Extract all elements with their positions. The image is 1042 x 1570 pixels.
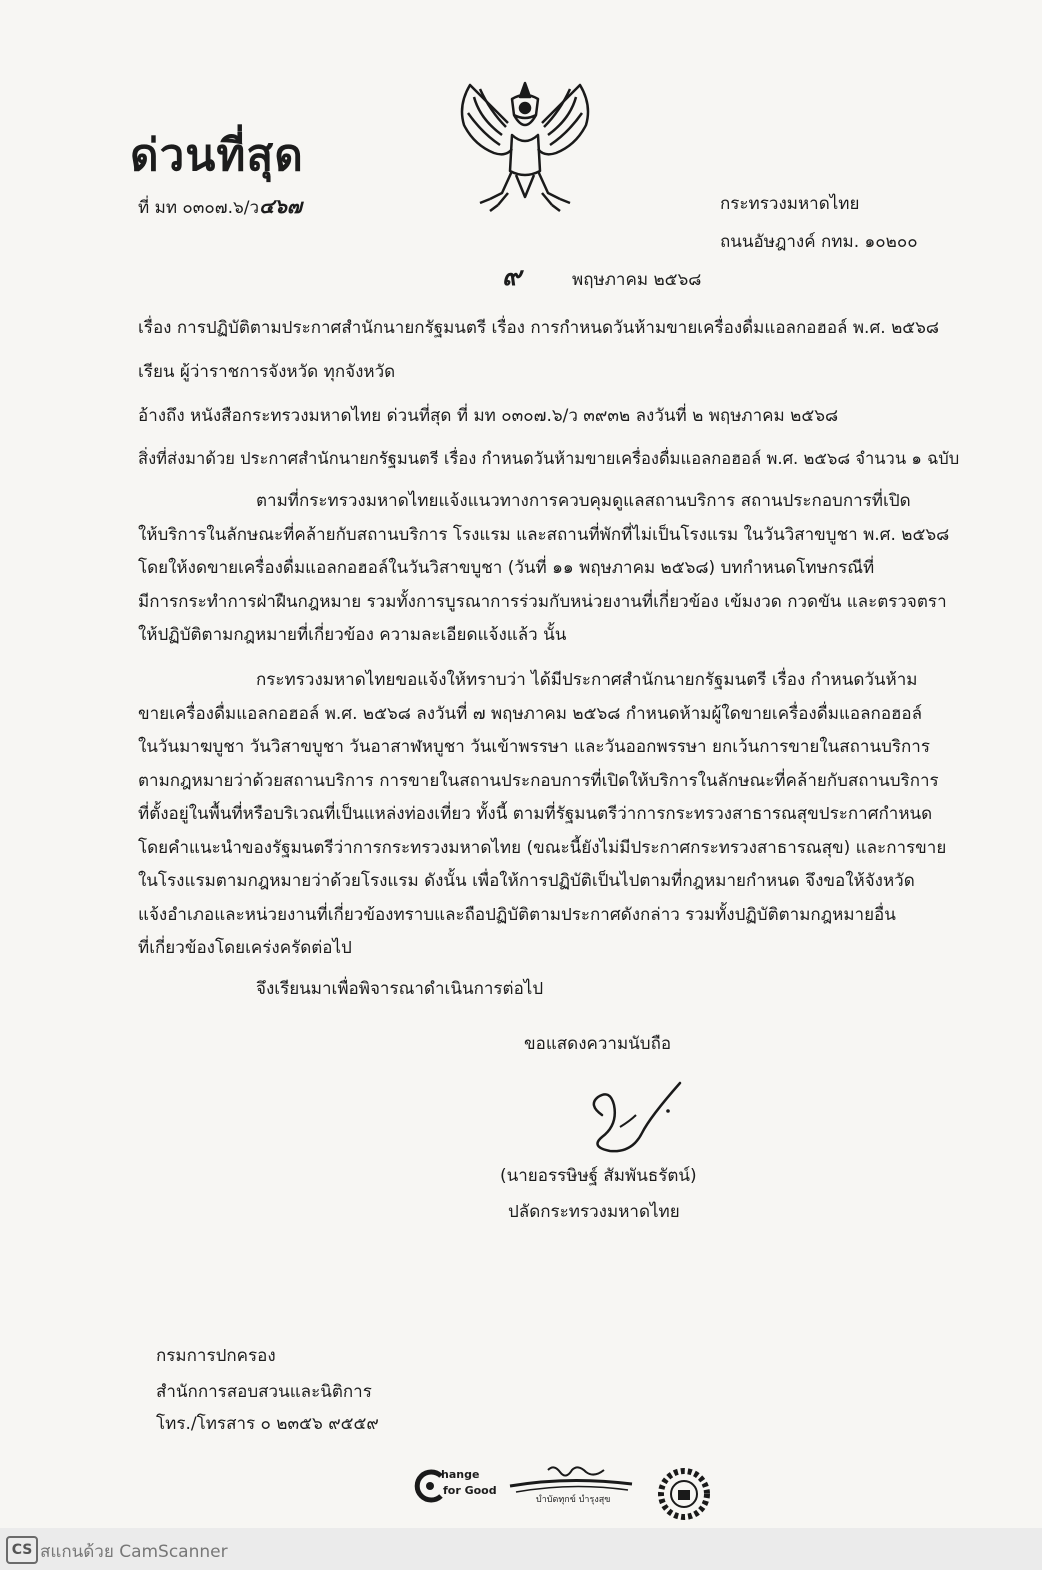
camscanner-badge: CS xyxy=(6,1536,38,1564)
paragraph-line: ตามที่กระทรวงมหาดไทยแจ้งแนวทางการควบคุมดูแลสถานบริการ สถานประกอบการที่เปิด xyxy=(256,491,911,511)
handwritten-signature xyxy=(580,1075,690,1169)
paragraph-line: ที่เกี่ยวข้องโดยเคร่งครัดต่อไป xyxy=(138,938,352,958)
reference-prefix: ที่ มท ๐๓๐๗.๖/ว xyxy=(138,198,260,218)
enclosure-line: สิ่งที่ส่งมาด้วย ประกาศสำนักนายกรัฐมนตรี เรื่อง กำหนดวันห้ามขายเครื่องดื่มแอลกอฮอล์ พ.ศ. ๒๕๖๘ จำนวน ๑ ฉบับ xyxy=(138,449,960,468)
camscanner-text: สแกนด้วย CamScanner xyxy=(40,1542,228,1562)
paragraph-line: มีการกระทำการฝ่าฝืนกฎหมาย รวมทั้งการบูรณาการร่วมกับหน่วยงานที่เกี่ยวข้อง เข้มงวด กวดขัน และตรวจตรา xyxy=(138,591,947,612)
office-name: สำนักการสอบสวนและนิติการ xyxy=(156,1382,372,1402)
contact-phone: โทร./โทรสาร ๐ ๒๓๕๖ ๙๕๕๙ xyxy=(156,1414,379,1434)
reference-handwritten-number: ๔๖๗ xyxy=(259,194,302,218)
change-logo-line1: hange xyxy=(441,1468,480,1481)
urgency-stamp: ด่วนที่สุด xyxy=(130,130,304,181)
recipient-line: เรียน ผู้ว่าราชการจังหวัด ทุกจังหวัด xyxy=(138,362,396,382)
signatory-title: ปลัดกระทรวงมหาดไทย xyxy=(508,1202,680,1222)
salutation: ขอแสดงความนับถือ xyxy=(524,1034,672,1054)
paragraph-line: ในโรงแรมตามกฎหมายว่าด้วยโรงแรม ดังนั้น เพื่อให้การปฏิบัติเป็นไปตามที่กฎหมายกำหนด จึงขอให้จังหวัด xyxy=(138,871,915,891)
body-paragraph-2 xyxy=(138,664,947,966)
mahadthai-motto-logo xyxy=(508,1462,638,1512)
paragraph-line: ตามกฎหมายว่าด้วยสถานบริการ การขายในสถานประกอบการที่เปิดให้บริการในลักษณะที่คล้ายกับสถานบริการ xyxy=(138,770,939,791)
paragraph-line: โดยคำแนะนำของรัฐมนตรีว่าการกระทรวงมหาดไทย (ขณะนี้ยังไม่มีประกาศกระทรวงสาธารณสุข) และการขาย xyxy=(138,837,947,858)
paragraph-line: ให้บริการในลักษณะที่คล้ายกับสถานบริการ โรงแรม และสถานที่พักที่ไม่เป็นโรงแรม ในวันวิสาขบูชา พ.ศ. ๒๕๖๘ xyxy=(138,524,950,545)
paragraph-line: ขายเครื่องดื่มแอลกอฮอล์ พ.ศ. ๒๕๖๘ ลงวันที่ ๗ พฤษภาคม ๒๕๖๘ กำหนดห้ามผู้ใดขายเครื่องดื่มแอลกอฮอล์ xyxy=(138,703,923,724)
closing-paragraph: จึงเรียนมาเพื่อพิจารณาดำเนินการต่อไป xyxy=(256,979,544,999)
paragraph-line: ในวันมาฆบูชา วันวิสาขบูชา วันอาสาฬหบูชา วันเข้าพรรษา และวันออกพรรษา ยกเว้นการขายในสถานบริการ xyxy=(138,737,930,757)
seal-logo xyxy=(658,1468,710,1524)
motto-caption: บำบัดทุกข์ บำรุงสุข xyxy=(536,1495,611,1505)
department-name: กรมการปกครอง xyxy=(156,1346,276,1366)
paragraph-line: แจ้งอำเภอและหน่วยงานที่เกี่ยวข้องทราบและถือปฏิบัติตามประกาศดังกล่าว รวมทั้งปฏิบัติตามกฎหมายอื่น xyxy=(138,904,896,925)
body-paragraph-1 xyxy=(138,485,950,653)
paragraph-line: กระทรวงมหาดไทยขอแจ้งให้ทราบว่า ได้มีประกาศสำนักนายกรัฐมนตรี เรื่อง กำหนดวันห้าม xyxy=(256,670,918,690)
subject-line: เรื่อง การปฏิบัติตามประกาศสำนักนายกรัฐมนตรี เรื่อง การกำหนดวันห้ามขายเครื่องดื่มแอลกอฮอล์ พ.ศ. ๒๕๖๘ xyxy=(138,318,940,338)
document-date: พฤษภาคม ๒๕๖๘ xyxy=(572,270,702,290)
reference-number xyxy=(138,190,302,222)
date-day-handwritten: ๙ xyxy=(502,262,522,292)
ministry-name: กระทรวงมหาดไทย xyxy=(720,194,860,214)
signatory-name: (นายอรรษิษฐ์ สัมพันธรัตน์) xyxy=(500,1166,697,1186)
paragraph-line: โดยให้งดขายเครื่องดื่มแอลกอฮอล์ในวันวิสาขบูชา (วันที่ ๑๑ พฤษภาคม ๒๕๖๘) บทกำหนดโทษกรณีที่ xyxy=(138,558,875,578)
reference-line: อ้างถึง หนังสือกระทรวงมหาดไทย ด่วนที่สุด ที่ มท ๐๓๐๗.๖/ว ๓๙๓๒ ลงวันที่ ๒ พฤษภาคม ๒๕๖๘ xyxy=(138,406,839,426)
change-for-good-logo xyxy=(413,1466,499,1506)
change-logo-line2: for Good xyxy=(443,1484,497,1497)
ministry-address: ถนนอัษฎางค์ กทม. ๑๐๒๐๐ xyxy=(720,232,918,252)
paragraph-line: ที่ตั้งอยู่ในพื้นที่หรือบริเวณที่เป็นแหล่งท่องเที่ยว ทั้งนี้ ตามที่รัฐมนตรีว่าการกระทรวงสาธารณสุขประกาศกำหนด xyxy=(138,804,933,824)
paragraph-line: ให้ปฏิบัติตามกฎหมายที่เกี่ยวข้อง ความละเอียดแจ้งแล้ว นั้น xyxy=(138,625,567,645)
garuda-emblem xyxy=(450,75,600,215)
